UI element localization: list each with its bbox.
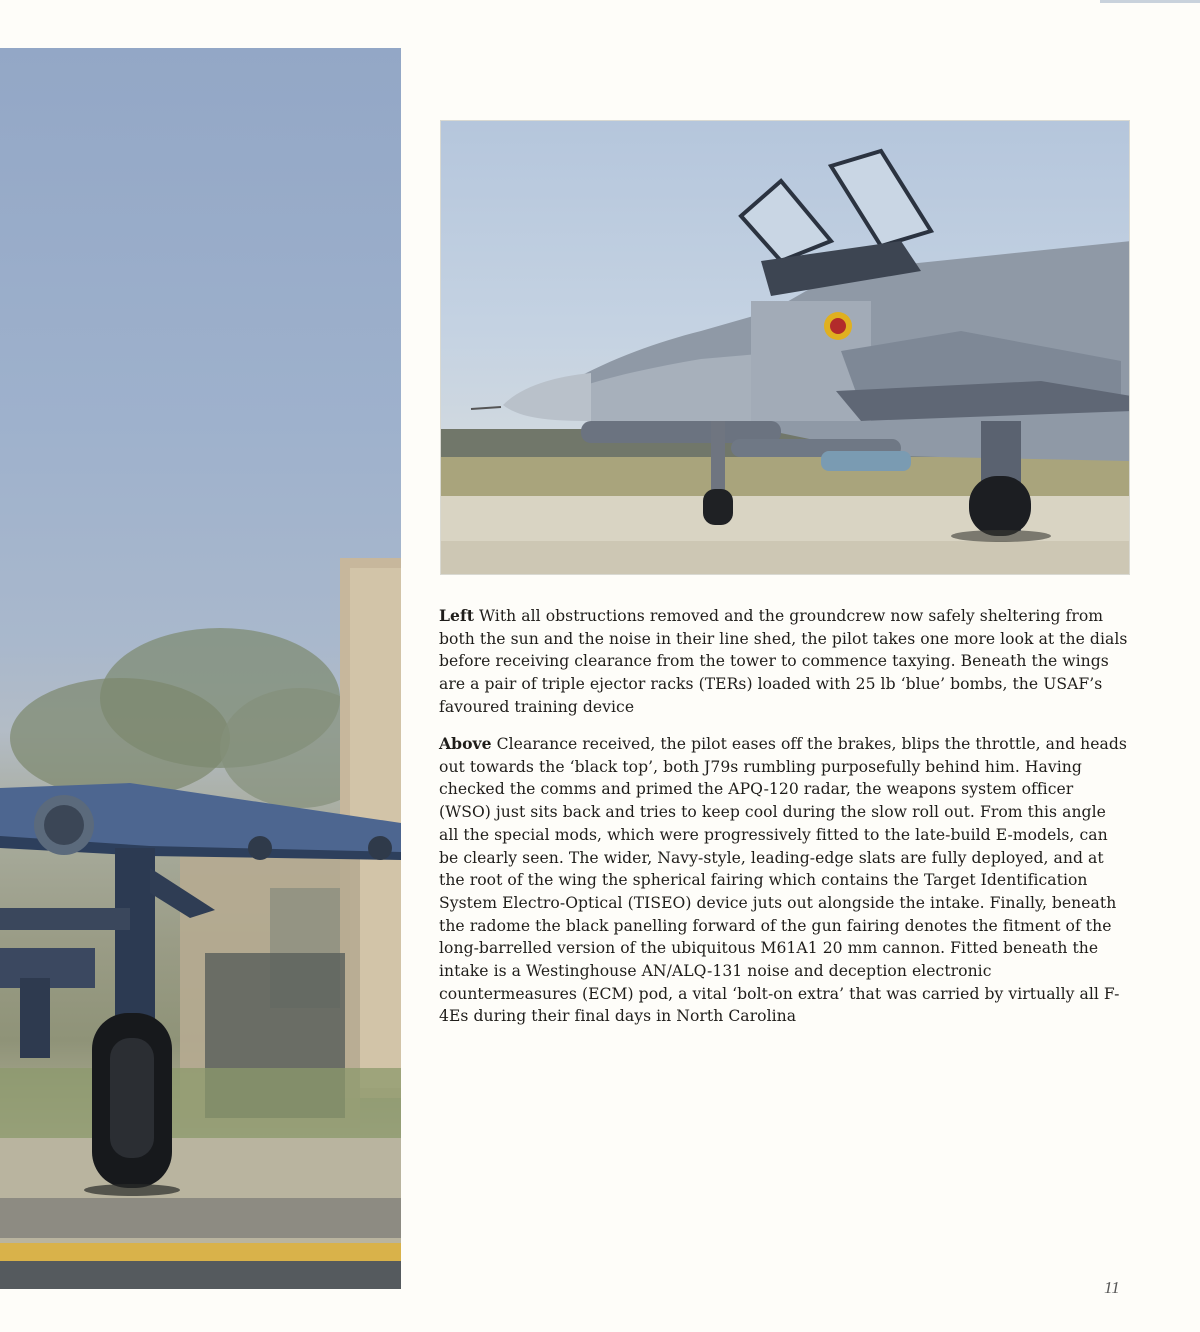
caption-left-lead: Left	[439, 606, 474, 625]
top-photo-f4e	[440, 120, 1130, 575]
caption-above-text: Clearance received, the pilot eases off the brakes, blips the throttle, and heads out towards the ‘black top’, both J79s rumbling purposefully behind him. Having checked the comms and primed the APQ-120 radar, the weapons system officer (WSO) just sits back and tries to keep cool during the slow roll out. From this angle all the special mods, which were progressively fitted to the late-build E-models, can be clearly seen. The wider, Navy-style, leading-edge slats are fully deployed, and at the root of the wing the spherical fairing which contains the Target Identification System Electro-Optical (TISEO) device juts out alongside the intake. Finally, beneath the radome the black panelling forward of the gun fairing denotes the fitment of the long-barrelled version of the ubiquitous M61A1 20 mm cannon. Fitted beneath the intake is a Westinghouse AN/ALQ-131 noise and deception electronic countermeasures (ECM) pod, a vital ‘bolt-on extra’ that was carried by virtually all F-4Es during their final days in North Carolina	[439, 735, 1127, 1026]
caption-above	[439, 733, 1129, 1028]
left-photo-illustration	[0, 48, 401, 1289]
caption-left-text: With all obstructions removed and the groundcrew now safely sheltering from both the sun and the noise in their line shed, the pilot takes one more look at the dials before receiving clearance from the tower to commence taxying. Beneath the wings are a pair of triple ejector racks (TERs) loaded with 25 lb ‘blue’ bombs, the USAF’s favoured training device	[439, 607, 1128, 716]
caption-above-lead: Above	[439, 734, 492, 753]
page-edge-mark	[1100, 0, 1200, 3]
top-photo-illustration	[441, 121, 1130, 575]
page-number: 11	[1104, 1278, 1120, 1297]
left-photo-landing-gear	[0, 48, 401, 1289]
caption-left	[439, 605, 1129, 719]
